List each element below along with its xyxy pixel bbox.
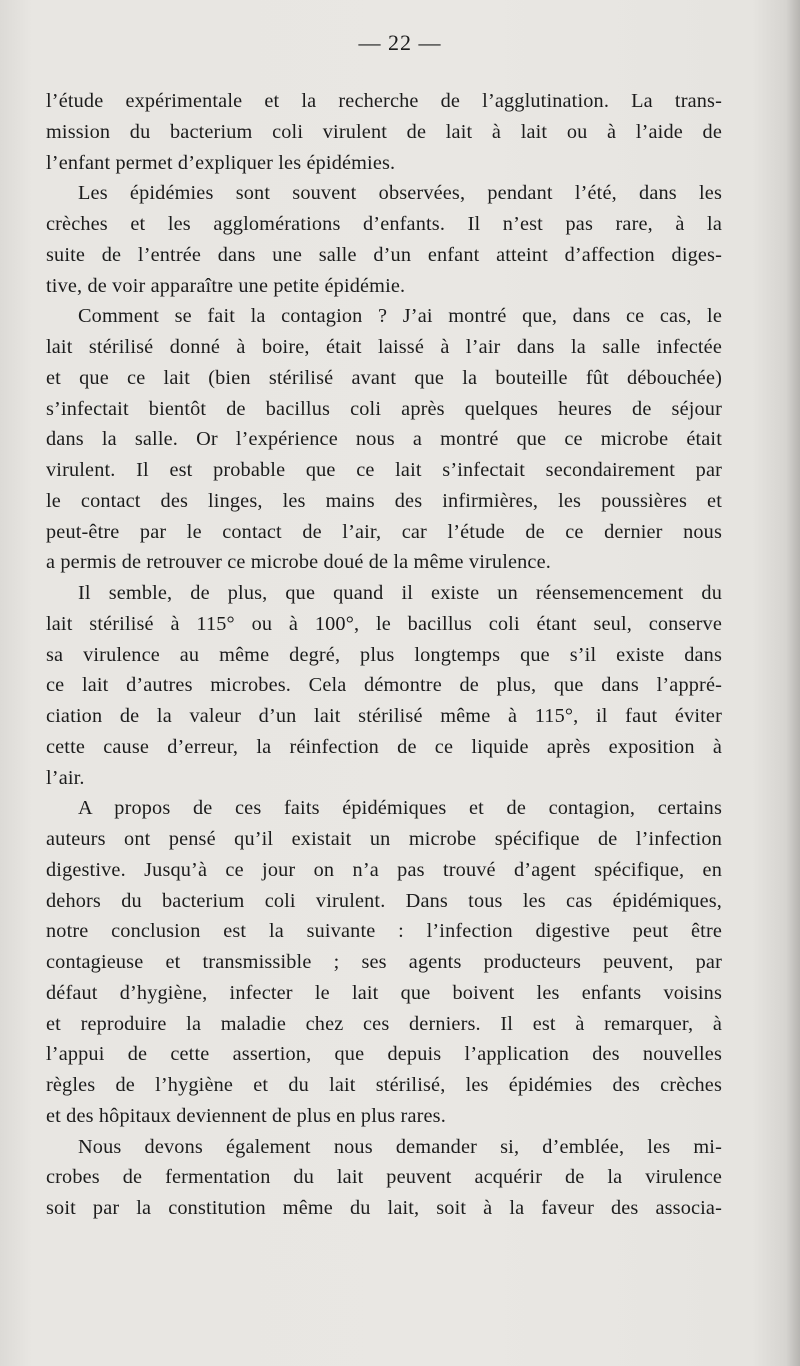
text-line: dans la salle. Or l’expérience nous a montré que ce microbe était bbox=[46, 428, 722, 451]
text-line: soit par la constitution même du lait, soit à la faveur des associa- bbox=[46, 1197, 722, 1219]
text-line: l’air. bbox=[46, 766, 85, 789]
text-line: suite de l’entrée dans une salle d’un enfant atteint d’affection diges- bbox=[46, 243, 722, 266]
text-line: défaut d’hygiène, infecter le lait que boivent les enfants voisins bbox=[46, 981, 722, 1004]
text-line: tive, de voir apparaître une petite épidémie. bbox=[46, 274, 406, 297]
text-line: cette cause d’erreur, la réinfection de ce liquide après exposition à bbox=[46, 735, 722, 758]
text-line: s’infectait bientôt de bacillus coli après quelques heures de séjour bbox=[46, 397, 722, 420]
text-line: peut-être par le contact de l’air, car l’étude de ce dernier nous bbox=[46, 520, 722, 543]
text-line: Nous devons également nous demander si, d’emblée, les mi- bbox=[78, 1135, 722, 1158]
text-line: l’étude expérimentale et la recherche de l’agglutination. La trans- bbox=[46, 90, 722, 112]
text-line: digestive. Jusqu’à ce jour on n’a pas trouvé d’agent spécifique, en bbox=[46, 858, 722, 881]
text-line: lait stérilisé à 115° ou à 100°, le bacillus coli étant seul, conserve bbox=[46, 612, 722, 635]
text-line: et que ce lait (bien stérilisé avant que la bouteille fût débouchée) bbox=[46, 366, 722, 389]
text-line: l’appui de cette assertion, que depuis l’application des nouvelles bbox=[46, 1043, 722, 1066]
text-line: Il semble, de plus, que quand il existe un réensemencement du bbox=[78, 582, 722, 604]
text-line: a permis de retrouver ce microbe doué de la même virulence. bbox=[46, 551, 551, 574]
body-text bbox=[46, 86, 722, 1224]
text-line: contagieuse et transmissible ; ses agents producteurs peuvent, par bbox=[46, 951, 722, 973]
text-line: mission du bacterium coli virulent de lait à lait ou à l’aide de bbox=[46, 120, 722, 143]
text-line: règles de l’hygiène et du lait stérilisé, les épidémies des crèches bbox=[46, 1074, 722, 1096]
text-line: Comment se fait la contagion ? J’ai montré que, dans ce cas, le bbox=[78, 305, 722, 328]
page-edge-shadow bbox=[786, 0, 800, 1366]
text-line: lait stérilisé donné à boire, était laissé à l’air dans la salle infectée bbox=[46, 336, 722, 358]
text-line: crèches et les agglomérations d’enfants. Il n’est pas rare, à la bbox=[46, 213, 722, 235]
text-line: Les épidémies sont souvent observées, pendant l’été, dans les bbox=[78, 182, 722, 205]
text-line: notre conclusion est la suivante : l’infection digestive peut être bbox=[46, 920, 722, 943]
text-line: crobes de fermentation du lait peuvent acquérir de la virulence bbox=[46, 1166, 722, 1189]
text-line: ciation de la valeur d’un lait stérilisé même à 115°, il faut éviter bbox=[46, 705, 722, 727]
text-line: virulent. Il est probable que ce lait s’infectait secondairement par bbox=[46, 459, 722, 481]
text-line: l’enfant permet d’expliquer les épidémies. bbox=[46, 151, 396, 174]
text-line: et des hôpitaux deviennent de plus en plus rares. bbox=[46, 1104, 446, 1127]
text-line: sa virulence au même degré, plus longtemps que s’il existe dans bbox=[46, 643, 722, 666]
text-line: auteurs ont pensé qu’il existait un microbe spécifique de l’infection bbox=[46, 828, 722, 850]
text-line: ce lait d’autres microbes. Cela démontre de plus, que dans l’appré- bbox=[46, 674, 722, 697]
text-line: A propos de ces faits épidémiques et de contagion, certains bbox=[78, 797, 722, 820]
text-line: le contact des linges, les mains des infirmières, les poussières et bbox=[46, 489, 722, 512]
page-number: — 22 — bbox=[358, 30, 442, 55]
text-line: dehors du bacterium coli virulent. Dans tous les cas épidémiques, bbox=[46, 889, 722, 912]
text-line: et reproduire la maladie chez ces derniers. Il est à remarquer, à bbox=[46, 1012, 722, 1035]
